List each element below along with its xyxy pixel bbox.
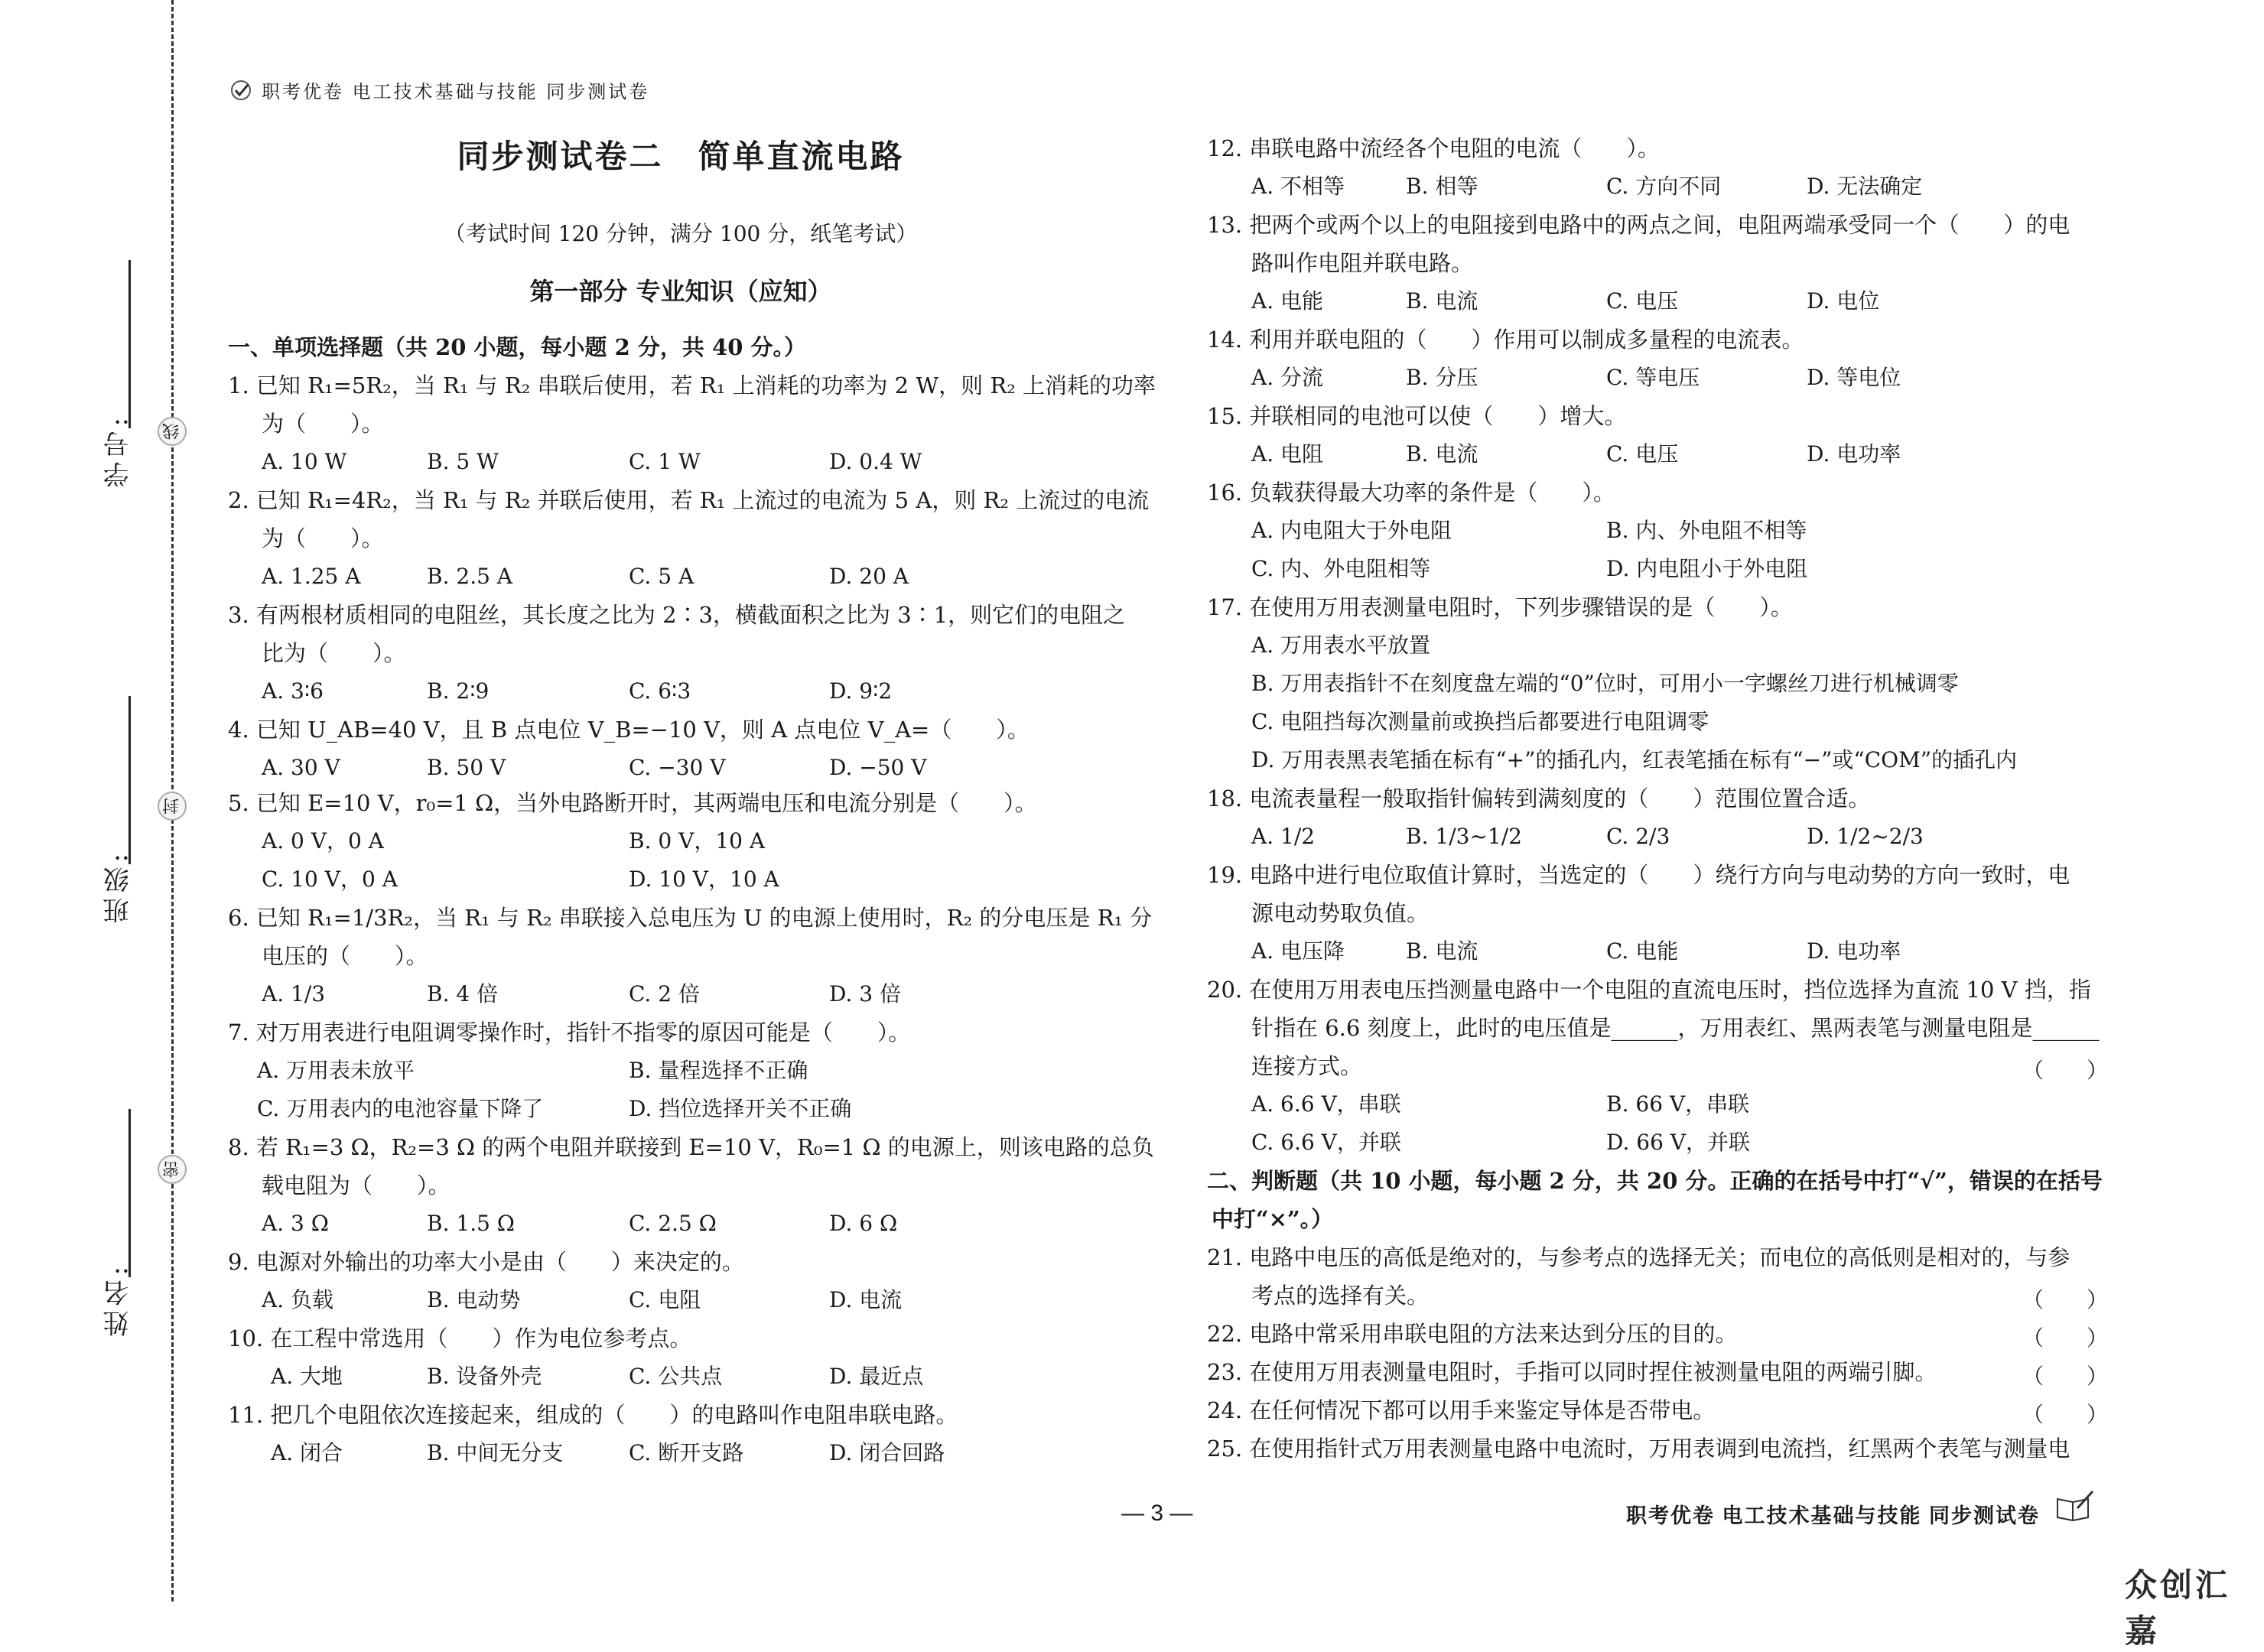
page-title: 同步测试卷二 简单直流电路 xyxy=(457,138,905,175)
section-2-heading: 二、判断题（共 10 小题，每小题 2 分，共 20 分。正确的在括号中打“√”，错误的在括号 xyxy=(1207,1168,2103,1194)
q11-option-a: A. 闭合 xyxy=(271,1440,343,1465)
q24-text: 24. 在任何情况下都可以用手来鉴定导体是否带电。 xyxy=(1207,1397,1716,1423)
q20-option-a: A. 6.6 V，串联 xyxy=(1251,1091,1401,1117)
q4-option-d: D. −50 V xyxy=(829,755,927,780)
q18-option-b: B. 1/3~1/2 xyxy=(1406,824,1522,849)
header-series-text: 职考优卷 电工技术基础与技能 同步测试卷 xyxy=(262,81,650,102)
q2-text-cont: 为（ ）。 xyxy=(262,525,384,551)
q19-option-b: B. 电流 xyxy=(1406,938,1478,964)
q12-option-b: B. 相等 xyxy=(1406,174,1478,199)
q14-option-b: B. 分压 xyxy=(1406,365,1478,390)
q20-answer-bracket: （ ） xyxy=(2022,1058,2109,1083)
q1-option-b: B. 5 W xyxy=(427,449,499,474)
q17-option-d: D. 万用表黑表笔插在标有“+”的插孔内，红表笔插在标有“−”或“COM”的插孔内 xyxy=(1251,747,2018,772)
q6-option-b: B. 4 倍 xyxy=(427,981,499,1006)
q16-option-c: C. 内、外电阻相等 xyxy=(1251,556,1431,581)
q13-option-b: B. 电流 xyxy=(1406,288,1478,314)
footer-series: 职考优卷 电工技术基础与技能 同步测试卷 xyxy=(1626,1504,2041,1527)
q8-option-c: C. 2.5 Ω xyxy=(629,1211,717,1236)
q13-text-cont: 路叫作电阻并联电路。 xyxy=(1251,250,1474,276)
q1-option-d: D. 0.4 W xyxy=(829,449,922,474)
q19-option-c: C. 电能 xyxy=(1606,938,1679,964)
q8-option-b: B. 1.5 Ω xyxy=(427,1211,516,1236)
q13-text: 13. 把两个或两个以上的电阻接到电路中的两点之间，电阻两端承受同一个（ ）的电 xyxy=(1207,212,2070,238)
q18-text: 18. 电流表量程一般取指针偏转到满刻度的（ ）范围位置合适。 xyxy=(1207,785,1871,811)
q15-option-b: B. 电流 xyxy=(1406,441,1478,467)
q15-text: 15. 并联相同的电池可以使（ ）增大。 xyxy=(1207,403,1627,429)
q11-option-d: D. 闭合回路 xyxy=(829,1440,945,1465)
class-rule xyxy=(128,696,131,864)
q20-text: 20. 在使用万用表电压挡测量电路中一个电阻的直流电压时，挡位选择为直流 10 V 挡，指 xyxy=(1207,977,2091,1003)
q7-option-b: B. 量程选择不正确 xyxy=(629,1058,808,1083)
q20-option-c: C. 6.6 V，并联 xyxy=(1251,1130,1401,1155)
q1-option-c: C. 1 W xyxy=(629,449,701,474)
q20-option-d: D. 66 V，并联 xyxy=(1606,1130,1751,1155)
q3-option-a: A. 3∶6 xyxy=(262,678,324,704)
q22-answer-bracket: （ ） xyxy=(2022,1325,2109,1351)
q9-option-a: A. 负载 xyxy=(262,1287,334,1312)
seal-mark-mi: 密 xyxy=(158,1155,187,1184)
q15-option-a: A. 电阻 xyxy=(1251,441,1324,467)
q12-option-d: D. 无法确定 xyxy=(1807,174,1923,199)
checkmark-logo-icon xyxy=(229,79,252,102)
q10-option-d: D. 最近点 xyxy=(829,1364,924,1389)
name-rule xyxy=(128,1109,131,1277)
q3-option-b: B. 2∶9 xyxy=(427,678,490,704)
q18-option-a: A. 1/2 xyxy=(1251,824,1316,849)
q20-text-cont2: 连接方式。 xyxy=(1251,1053,1363,1079)
q20-option-b: B. 66 V，串联 xyxy=(1606,1091,1750,1117)
q16-option-a: A. 内电阻大于外电阻 xyxy=(1251,518,1452,543)
q9-option-c: C. 电阻 xyxy=(629,1287,701,1312)
q8-option-a: A. 3 Ω xyxy=(262,1211,329,1236)
q19-option-a: A. 电压降 xyxy=(1251,938,1345,964)
q7-option-d: D. 挡位选择开关不正确 xyxy=(629,1096,852,1121)
q8-text: 8. 若 R₁=3 Ω，R₂=3 Ω 的两个电阻并联接到 E=10 V，R₀=1 Ω 的电源上，则该电路的总负 xyxy=(228,1134,1154,1160)
q13-option-c: C. 电压 xyxy=(1606,288,1679,314)
q19-text-cont: 源电动势取负值。 xyxy=(1251,900,1430,926)
q14-option-a: A. 分流 xyxy=(1251,365,1324,390)
q6-option-d: D. 3 倍 xyxy=(829,981,901,1006)
binding-margin xyxy=(0,0,229,1602)
exam-info: （考试时间 120 分钟，满分 100 分，纸笔考试） xyxy=(444,221,918,246)
watermark: 众创汇嘉 xyxy=(2125,1567,2231,1649)
q14-option-c: C. 等电压 xyxy=(1606,365,1700,390)
q7-text: 7. 对万用表进行电阻调零操作时，指针不指零的原因可能是（ ）。 xyxy=(228,1019,911,1046)
q6-option-a: A. 1/3 xyxy=(262,981,326,1006)
q24-answer-bracket: （ ） xyxy=(2022,1402,2109,1427)
q19-text: 19. 电路中进行电位取值计算时，当选定的（ ）绕行方向与电动势的方向一致时，电 xyxy=(1207,862,2070,888)
q23-text: 23. 在使用万用表测量电阻时，手指可以同时捏住被测量电阻的两端引脚。 xyxy=(1207,1359,1937,1385)
q5-option-a: A. 0 V，0 A xyxy=(262,828,384,854)
q17-text: 17. 在使用万用表测量电阻时，下列步骤错误的是（ ）。 xyxy=(1207,594,1793,620)
q20-text-cont: 针指在 6.6 刻度上，此时的电压值是______，万用表红、黑两表笔与测量电阻是______ xyxy=(1251,1015,2100,1041)
q1-text: 1. 已知 R₁=5R₂，当 R₁ 与 R₂ 串联后使用，若 R₁ 上消耗的功率为 2 W，则 R₂ 上消耗的功率 xyxy=(228,372,1156,398)
q4-option-b: B. 50 V xyxy=(427,755,506,780)
q4-text: 4. 已知 U_AB=40 V，且 B 点电位 V_B=−10 V，则 A 点电位 V_A=（ ）。 xyxy=(228,717,1030,743)
header-series xyxy=(229,76,649,103)
q17-option-a: A. 万用表水平放置 xyxy=(1251,633,1431,658)
q18-option-c: C. 2/3 xyxy=(1606,824,1670,849)
q6-option-c: C. 2 倍 xyxy=(629,981,700,1006)
q17-option-c: C. 电阻挡每次测量前或换挡后都要进行电阻调零 xyxy=(1251,709,1709,734)
q4-option-a: A. 30 V xyxy=(262,755,340,780)
q12-text: 12. 串联电路中流经各个电阻的电流（ ）。 xyxy=(1207,135,1660,161)
q21-answer-bracket: （ ） xyxy=(2022,1287,2109,1312)
student-id-label: 学号: xyxy=(103,413,134,488)
q18-option-d: D. 1/2~2/3 xyxy=(1807,824,1924,849)
q3-text: 3. 有两根材质相同的电阻丝，其长度之比为 2∶3，横截面积之比为 3∶1，则它们的电阻之 xyxy=(228,602,1126,628)
q5-text: 5. 已知 E=10 V，r₀=1 Ω，当外电路断开时，其两端电压和电流分别是（ ）。 xyxy=(228,790,1037,816)
q1-option-a: A. 10 W xyxy=(262,449,347,474)
q2-text: 2. 已知 R₁=4R₂，当 R₁ 与 R₂ 并联后使用，若 R₁ 上流过的电流为 5 A，则 R₂ 上流过的电流 xyxy=(228,487,1150,513)
q10-text: 10. 在工程中常选用（ ）作为电位参考点。 xyxy=(228,1325,692,1351)
q9-option-b: B. 电动势 xyxy=(427,1287,521,1312)
section-1-heading: 一、单项选择题（共 20 小题，每小题 2 分，共 40 分。） xyxy=(228,334,806,360)
seal-mark-feng: 封 xyxy=(158,792,187,821)
q1-text-cont: 为（ ）。 xyxy=(262,411,384,437)
q11-option-c: C. 断开支路 xyxy=(629,1440,744,1465)
q2-option-d: D. 20 A xyxy=(829,564,909,589)
q9-text: 9. 电源对外输出的功率大小是由（ ）来决定的。 xyxy=(228,1249,744,1275)
student-id-rule xyxy=(128,260,131,428)
q2-option-c: C. 5 A xyxy=(629,564,694,589)
q11-option-b: B. 中间无分支 xyxy=(427,1440,564,1465)
q9-option-d: D. 电流 xyxy=(829,1287,903,1312)
q16-text: 16. 负载获得最大功率的条件是（ ）。 xyxy=(1207,480,1615,506)
q3-option-d: D. 9∶2 xyxy=(829,678,893,704)
q12-option-c: C. 方向不同 xyxy=(1606,174,1722,199)
section-2-heading-cont: 中打“×”。） xyxy=(1212,1206,1334,1232)
q16-option-d: D. 内电阻小于外电阻 xyxy=(1606,556,1808,581)
q5-option-b: B. 0 V，10 A xyxy=(629,828,766,854)
q21-text: 21. 电路中电压的高低是绝对的，与参考点的选择无关；而电位的高低则是相对的，与参 xyxy=(1207,1244,2070,1270)
q15-option-c: C. 电压 xyxy=(1606,441,1679,467)
q12-option-a: A. 不相等 xyxy=(1251,174,1345,199)
q2-option-b: B. 2.5 A xyxy=(427,564,513,589)
q14-option-d: D. 等电位 xyxy=(1807,365,1901,390)
q16-option-b: B. 内、外电阻不相等 xyxy=(1606,518,1807,543)
name-label: 姓名: xyxy=(103,1262,134,1337)
seal-mark-xian: 线 xyxy=(158,417,187,446)
q8-option-d: D. 6 Ω xyxy=(829,1211,898,1236)
q15-option-d: D. 电功率 xyxy=(1807,441,1901,467)
q8-text-cont: 载电阻为（ ）。 xyxy=(262,1172,451,1198)
q13-option-d: D. 电位 xyxy=(1807,288,1880,314)
q19-option-d: D. 电功率 xyxy=(1807,938,1901,964)
q25-text: 25. 在使用指针式万用表测量电路中电流时，万用表调到电流挡，红黑两个表笔与测量电 xyxy=(1207,1436,2070,1462)
q7-option-a: A. 万用表未放平 xyxy=(257,1058,415,1083)
class-label: 班级: xyxy=(103,849,134,924)
q2-option-a: A. 1.25 A xyxy=(262,564,361,589)
q10-option-c: C. 公共点 xyxy=(629,1364,723,1389)
q23-answer-bracket: （ ） xyxy=(2022,1364,2109,1389)
q6-text: 6. 已知 R₁=1/3R₂，当 R₁ 与 R₂ 串联接入总电压为 U 的电源上使用时，R₂ 的分电压是 R₁ 分 xyxy=(228,905,1153,931)
q3-option-c: C. 6∶3 xyxy=(629,678,691,704)
q5-option-d: D. 10 V，10 A xyxy=(629,867,779,892)
q13-option-a: A. 电能 xyxy=(1251,288,1324,314)
q14-text: 14. 利用并联电阻的（ ）作用可以制成多量程的电流表。 xyxy=(1207,327,1804,353)
q10-option-a: A. 大地 xyxy=(271,1364,343,1389)
part-title: 第一部分 专业知识（应知） xyxy=(529,277,832,306)
q17-option-b: B. 万用表指针不在刻度盘左端的“0”位时，可用小一字螺丝刀进行机械调零 xyxy=(1251,671,1959,696)
page-number: — 3 — xyxy=(1121,1501,1193,1526)
q5-option-c: C. 10 V，0 A xyxy=(262,867,398,892)
q11-text: 11. 把几个电阻依次连接起来，组成的（ ）的电路叫作电阻串联电路。 xyxy=(228,1402,958,1428)
q10-option-b: B. 设备外壳 xyxy=(427,1364,542,1389)
q4-option-c: C. −30 V xyxy=(629,755,726,780)
q7-option-c: C. 万用表内的电池容量下降了 xyxy=(257,1096,544,1121)
q22-text: 22. 电路中常采用串联电阻的方法来达到分压的目的。 xyxy=(1207,1321,1738,1347)
q3-text-cont: 比为（ ）。 xyxy=(262,640,406,666)
book-pen-icon xyxy=(2054,1488,2094,1524)
q21-text-cont: 考点的选择有关。 xyxy=(1251,1283,1430,1309)
q6-text-cont: 电压的（ ）。 xyxy=(262,943,428,969)
